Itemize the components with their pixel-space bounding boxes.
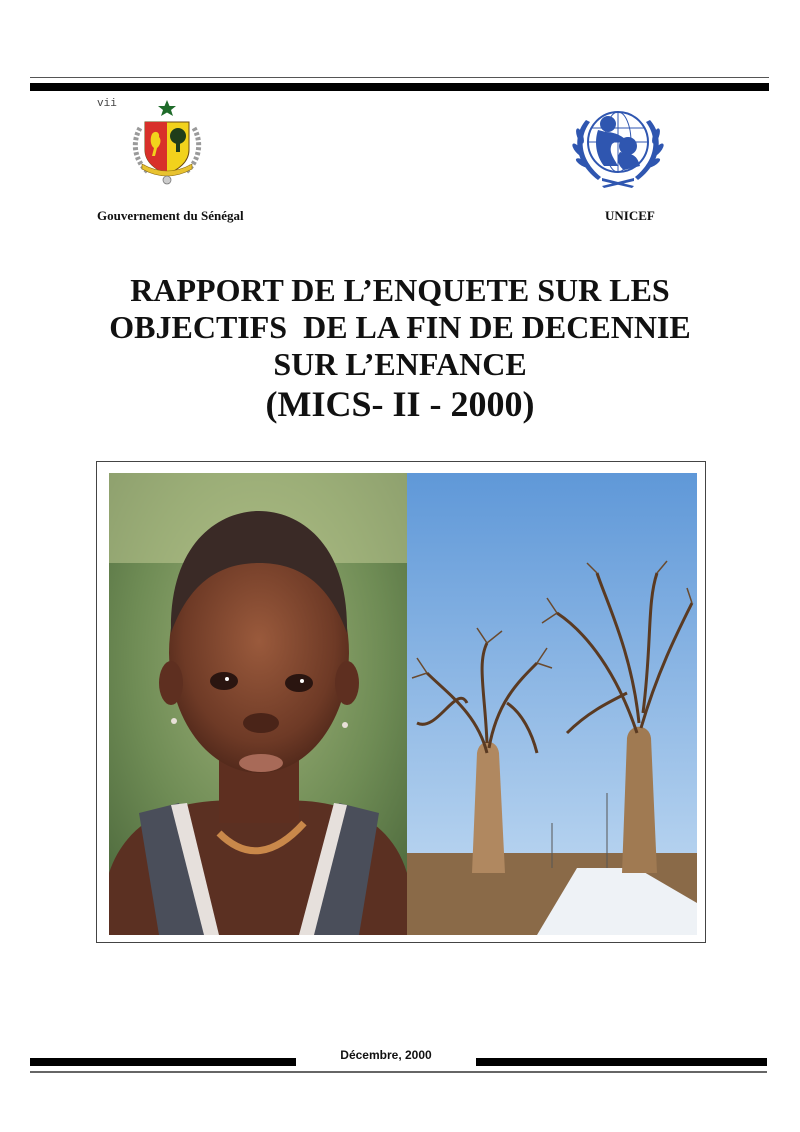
title-line-4: (MICS- II - 2000) [265,384,535,424]
child-portrait-photo [109,473,407,935]
baobab-trees-road-photo [407,473,697,935]
title-line-3: SUR L’ENFANCE [273,346,527,382]
right-org-label: UNICEF [605,208,655,223]
page-number: vii [97,98,117,110]
footer-thin-rule [30,1071,767,1073]
unicef-emblem-icon [568,100,668,190]
title-line-2: OBJECTIFS DE LA FIN DE DECENNIE [109,309,691,345]
footer-thick-rule-right [476,1058,767,1066]
left-org-label: Gouvernement du Sénégal [97,208,244,223]
footer-thick-rule-left [30,1058,296,1066]
report-title [0,272,800,425]
senegal-coat-of-arms-icon [128,98,206,186]
footer-date: Décembre, 2000 [340,1048,432,1062]
top-thick-rule [30,83,769,91]
top-thin-rule [30,77,769,78]
cover-image-frame [96,461,706,943]
title-line-1: RAPPORT DE L’ENQUETE SUR LES [130,272,670,308]
